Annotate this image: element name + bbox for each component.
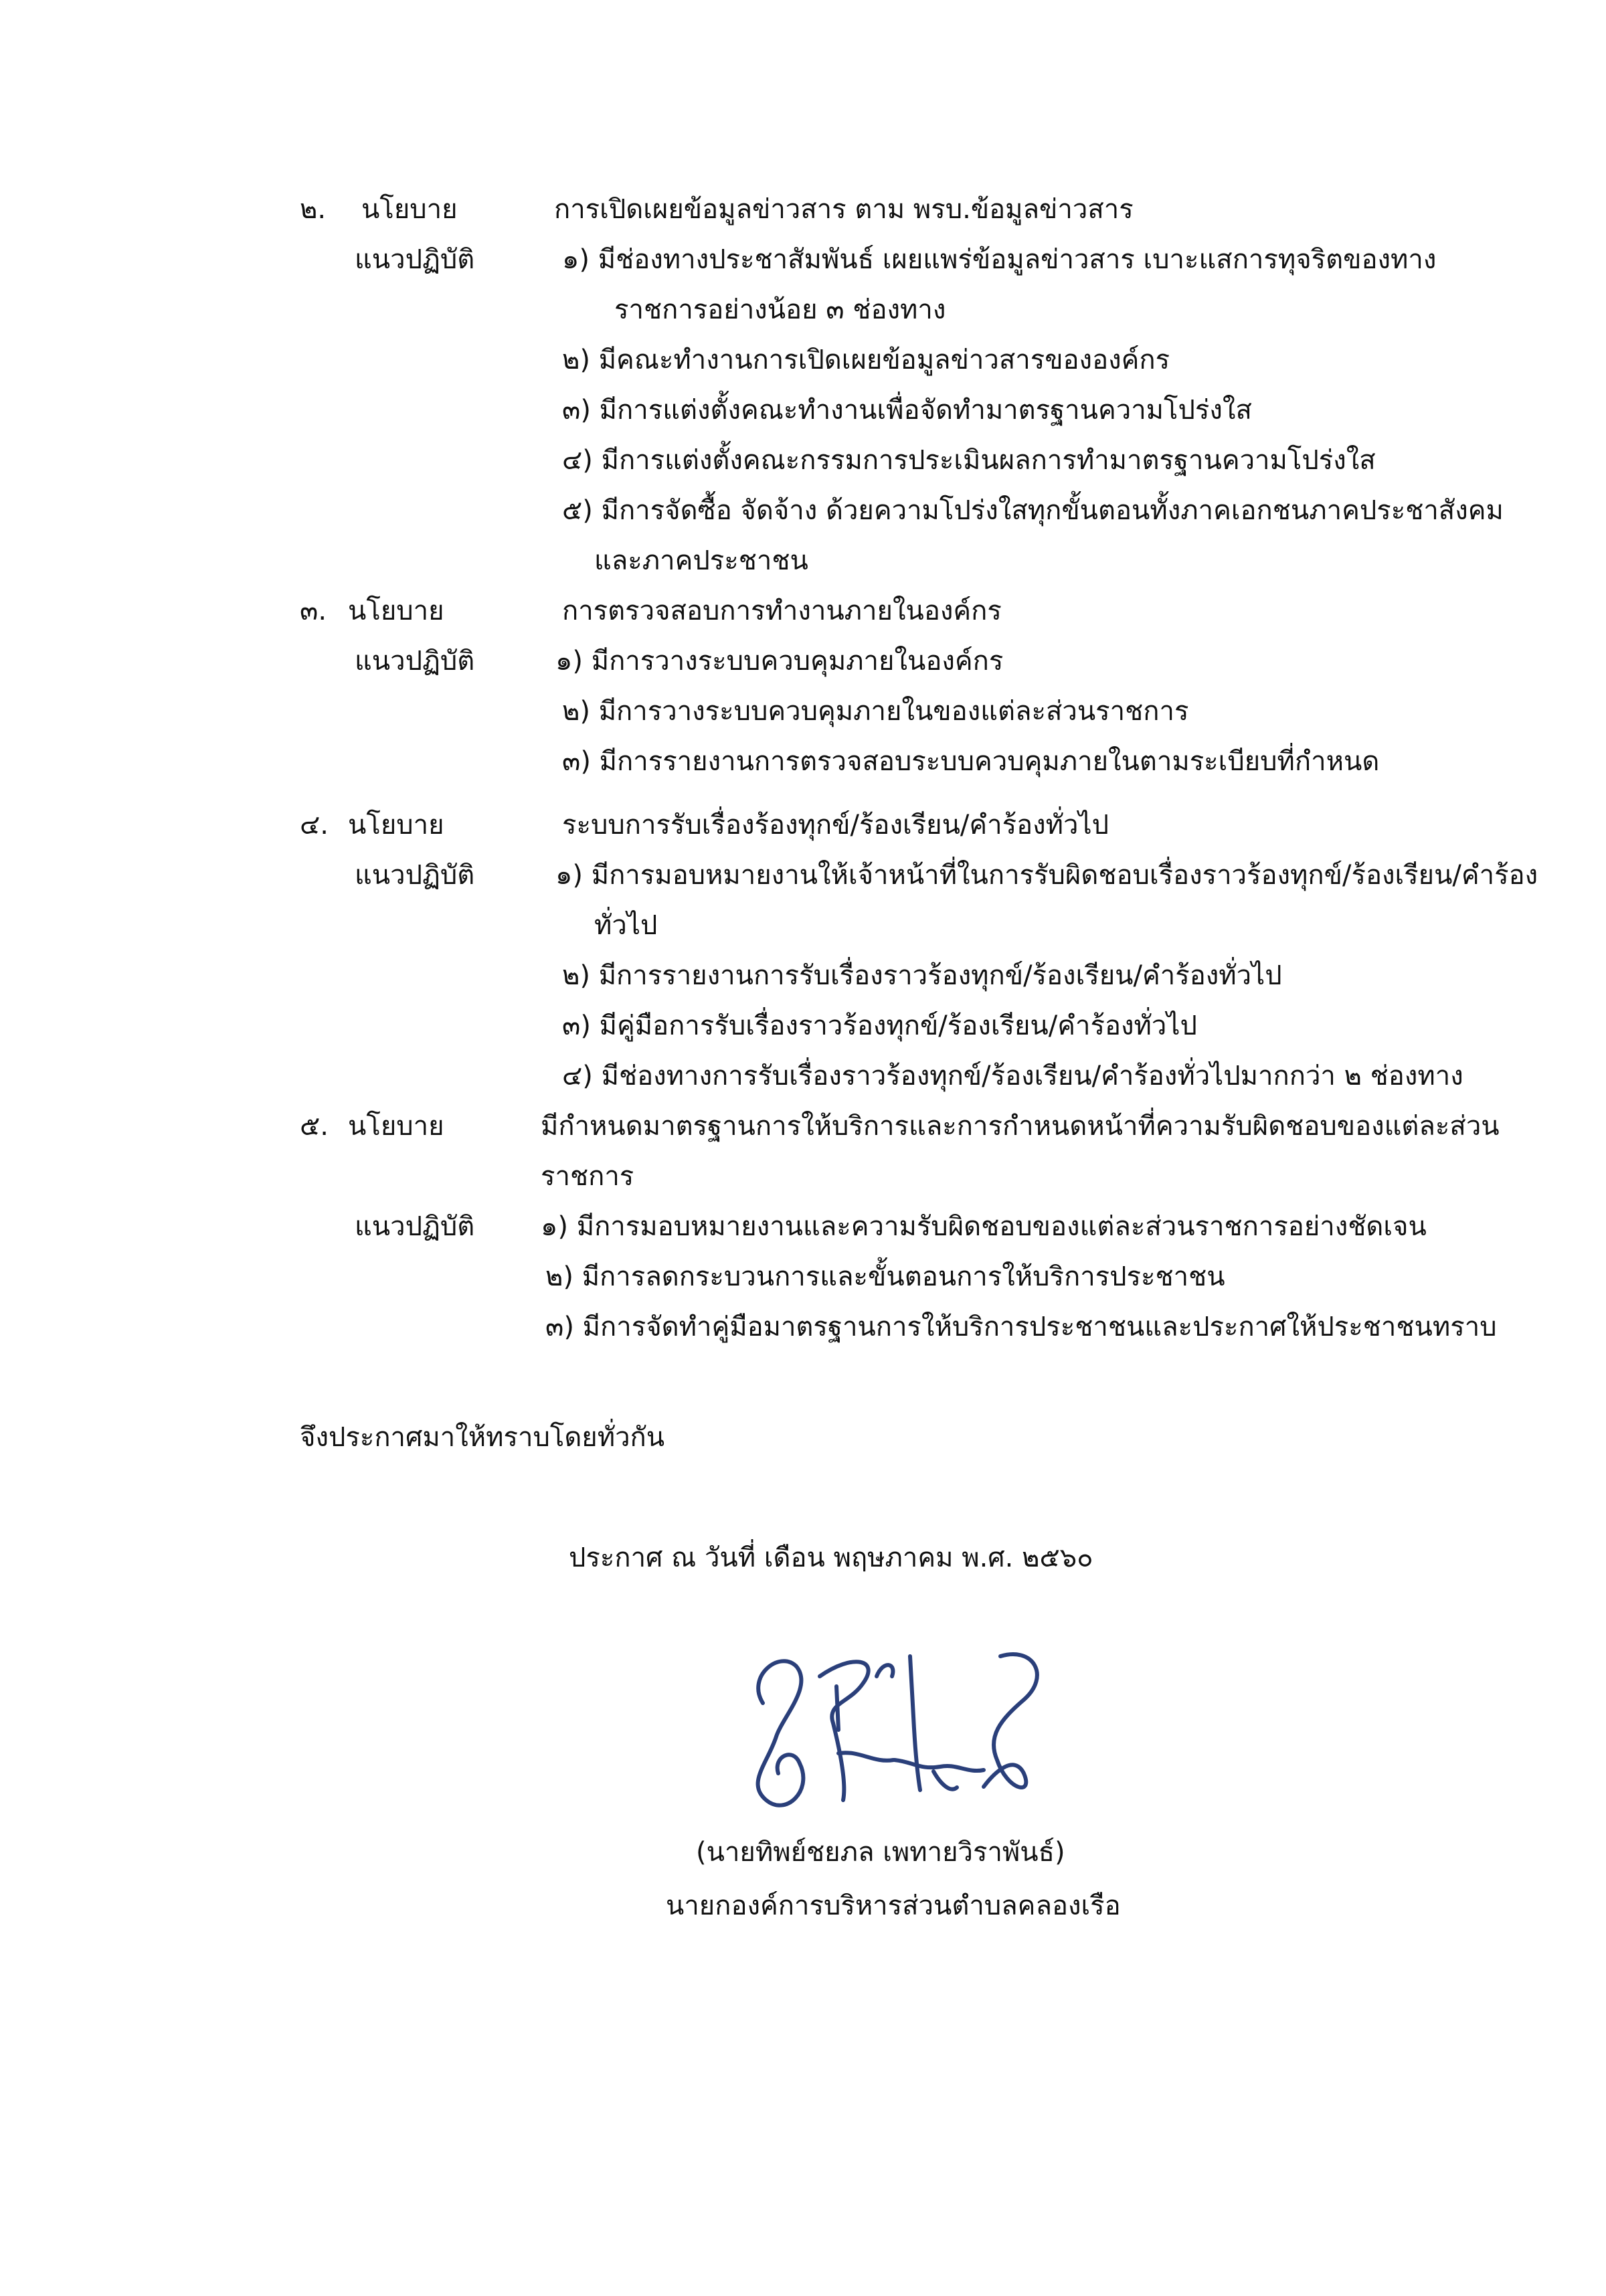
section-4-item-2: ๒) มีการรายงานการรับเรื่องราวร้องทุกข์/ร้องเรียน/คำร้องทั่วไป xyxy=(562,960,1282,991)
section-5-item-1: ๑) มีการมอบหมายงานและความรับผิดชอบของแต่ละส่วนราชการอย่างชัดเจน xyxy=(541,1211,1427,1242)
section-4-policy-label: นโยบาย xyxy=(348,810,444,841)
section-2-policy-text: การเปิดเผยข้อมูลข่าวสาร ตาม พรบ.ข้อมูลข่าวสาร xyxy=(554,194,1134,225)
handwritten-signature xyxy=(719,1629,1054,1820)
announcement-date: ประกาศ ณ วันที่ เดือน พฤษภาคม พ.ศ. ๒๕๖๐ xyxy=(569,1542,1093,1573)
section-5-item-2: ๒) มีการลดกระบวนการและขั้นตอนการให้บริการประชาชน xyxy=(545,1261,1225,1292)
signer-name: (นายทิพย์ชยภล เพทายวิราพันธ์) xyxy=(696,1837,1065,1868)
section-5-policy-label: นโยบาย xyxy=(348,1111,444,1142)
section-2-item-5: ๕) มีการจัดซื้อ จัดจ้าง ด้วยความโปร่งใสทุกขั้นตอนทั้งภาคเอกชนภาคประชาสังคม xyxy=(562,495,1504,526)
section-2-item-4: ๔) มีการแต่งตั้งคณะกรรมการประเมินผลการทำมาตรฐานความโปร่งใส xyxy=(562,445,1376,476)
section-3-number: ๓. xyxy=(300,596,327,626)
section-2-practice-label: แนวปฏิบัติ xyxy=(355,244,475,275)
section-4-practice-label: แนวปฏิบัติ xyxy=(355,860,475,891)
section-4-item-1-cont: ทั่วไป xyxy=(594,910,658,941)
section-5-item-3: ๓) มีการจัดทำคู่มือมาตรฐานการให้บริการประชาชนและประกาศให้ประชาชนทราบ xyxy=(545,1312,1497,1342)
section-3-policy-label: นโยบาย xyxy=(348,596,444,626)
section-4-number: ๔. xyxy=(300,810,329,841)
section-3-item-1: ๑) มีการวางระบบควบคุมภายในองค์กร xyxy=(555,646,1004,677)
section-4-item-4: ๔) มีช่องทางการรับเรื่องราวร้องทุกข์/ร้องเรียน/คำร้องทั่วไปมากกว่า ๒ ช่องทาง xyxy=(562,1061,1463,1091)
section-5-policy-text-cont: ราชการ xyxy=(541,1161,634,1192)
section-3-item-3: ๓) มีการรายงานการตรวจสอบระบบควบคุมภายในตามระเบียบที่กำหนด xyxy=(562,746,1380,777)
section-2-item-1-cont: ราชการอย่างน้อย ๓ ช่องทาง xyxy=(614,294,946,325)
section-4-item-1: ๑) มีการมอบหมายงานให้เจ้าหน้าที่ในการรับผิดชอบเรื่องราวร้องทุกข์/ร้องเรียน/คำร้อง xyxy=(555,860,1538,891)
section-3-practice-label: แนวปฏิบัติ xyxy=(355,646,475,677)
section-2-item-3: ๓) มีการแต่งตั้งคณะทำงานเพื่อจัดทำมาตรฐานความโปร่งใส xyxy=(562,395,1252,426)
section-4-item-3: ๓) มีคู่มือการรับเรื่องราวร้องทุกข์/ร้องเรียน/คำร้องทั่วไป xyxy=(562,1010,1197,1041)
section-5-number: ๕. xyxy=(300,1111,329,1142)
signer-title: นายกองค์การบริหารส่วนตำบลคลองเรือ xyxy=(666,1890,1121,1921)
section-5-practice-label: แนวปฏิบัติ xyxy=(355,1211,475,1242)
section-5-policy-text: มีกำหนดมาตรฐานการให้บริการและการกำหนดหน้าที่ความรับผิดชอบของแต่ละส่วน xyxy=(541,1111,1500,1142)
section-3-item-2: ๒) มีการวางระบบควบคุมภายในของแต่ละส่วนราชการ xyxy=(562,696,1189,727)
section-3-policy-text: การตรวจสอบการทำงานภายในองค์กร xyxy=(562,596,1002,626)
section-2-number: ๒. xyxy=(300,194,327,225)
section-2-policy-label: นโยบาย xyxy=(361,194,458,225)
section-4-policy-text: ระบบการรับเรื่องร้องทุกข์/ร้องเรียน/คำร้องทั่วไป xyxy=(562,810,1109,841)
section-2-item-5-cont: และภาคประชาชน xyxy=(594,545,808,576)
closing-statement: จึงประกาศมาให้ทราบโดยทั่วกัน xyxy=(300,1422,665,1453)
section-2-item-2: ๒) มีคณะทำงานการเปิดเผยข้อมูลข่าวสารขององค์กร xyxy=(562,345,1170,375)
section-2-item-1: ๑) มีช่องทางประชาสัมพันธ์ เผยแพร่ข้อมูลข่าวสาร เบาะแสการทุจริตของทาง xyxy=(562,244,1437,275)
